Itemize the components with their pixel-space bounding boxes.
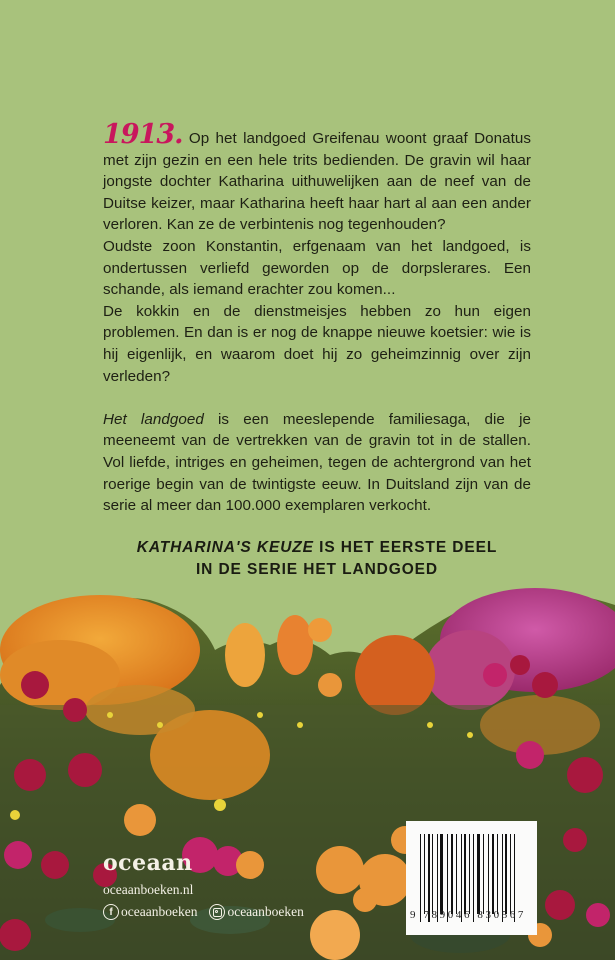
- publisher-logo: oceaan: [103, 850, 193, 876]
- instagram-link[interactable]: [209, 904, 303, 920]
- book-title: KATHARINA'S KEUZE: [136, 539, 314, 556]
- back-cover-blurb: [103, 119, 531, 517]
- publisher-block: [103, 852, 316, 920]
- blurb-paragraph-2: Oudste zoon Konstantin, erfgenaam van het landgoed, is ondertussen verliefd geworden op de dorpslerares. Een schande, als iemand erachter zou komen...: [103, 237, 531, 299]
- publisher-website[interactable]: oceaanboeken.nl: [103, 882, 194, 897]
- blurb-paragraph-3: De kokkin en de dienstmeisjes hebben zo hun eigen problemen. En dan is er nog de knappe nieuwe koetsier: wie is hij eigenlijk, en waarom doet hij zo geheimzinnig over zijn verleden?: [103, 302, 531, 385]
- series-title-italic: Het landgoed: [103, 410, 204, 428]
- blurb-paragraph-1: 1913. Op het landgoed Greifenau woont graaf Donatus met zijn gezin en een hele trits bedienden. De gravin wil haar jongste dochter Katharina uithuwelijken aan de neef van de Duitse keizer, maar Katharina heeft haar hart al aan een ander verloren. Kan ze de verbintenis nog tegenhouden?: [103, 119, 531, 234]
- isbn-barcode: [406, 821, 537, 935]
- isbn-number: 9 789046 830567: [410, 909, 526, 921]
- facebook-handle: oceaanboeken: [121, 904, 198, 919]
- year-heading: 1913.: [103, 119, 183, 150]
- facebook-icon: f: [103, 904, 119, 920]
- social-links: [103, 904, 316, 920]
- series-note: KATHARINA'S KEUZE IS HET EERSTE DEEL IN DE SERIE HET LANDGOED: [136, 539, 498, 578]
- facebook-link[interactable]: [103, 904, 197, 920]
- instagram-handle: oceaanboeken: [227, 904, 304, 919]
- instagram-icon: [209, 904, 225, 920]
- blurb-paragraph-4: Het landgoed is een meeslepende familiesaga, die je meeneemt van de vertrekken van de gravin tot in de stallen. Vol liefde, intriges en geheimen, tegen de achtergrond van het roerige begin van de twintigste eeuw. In Duitsland zijn van de serie al meer dan 100.000 exemplaren verkocht.: [103, 410, 531, 515]
